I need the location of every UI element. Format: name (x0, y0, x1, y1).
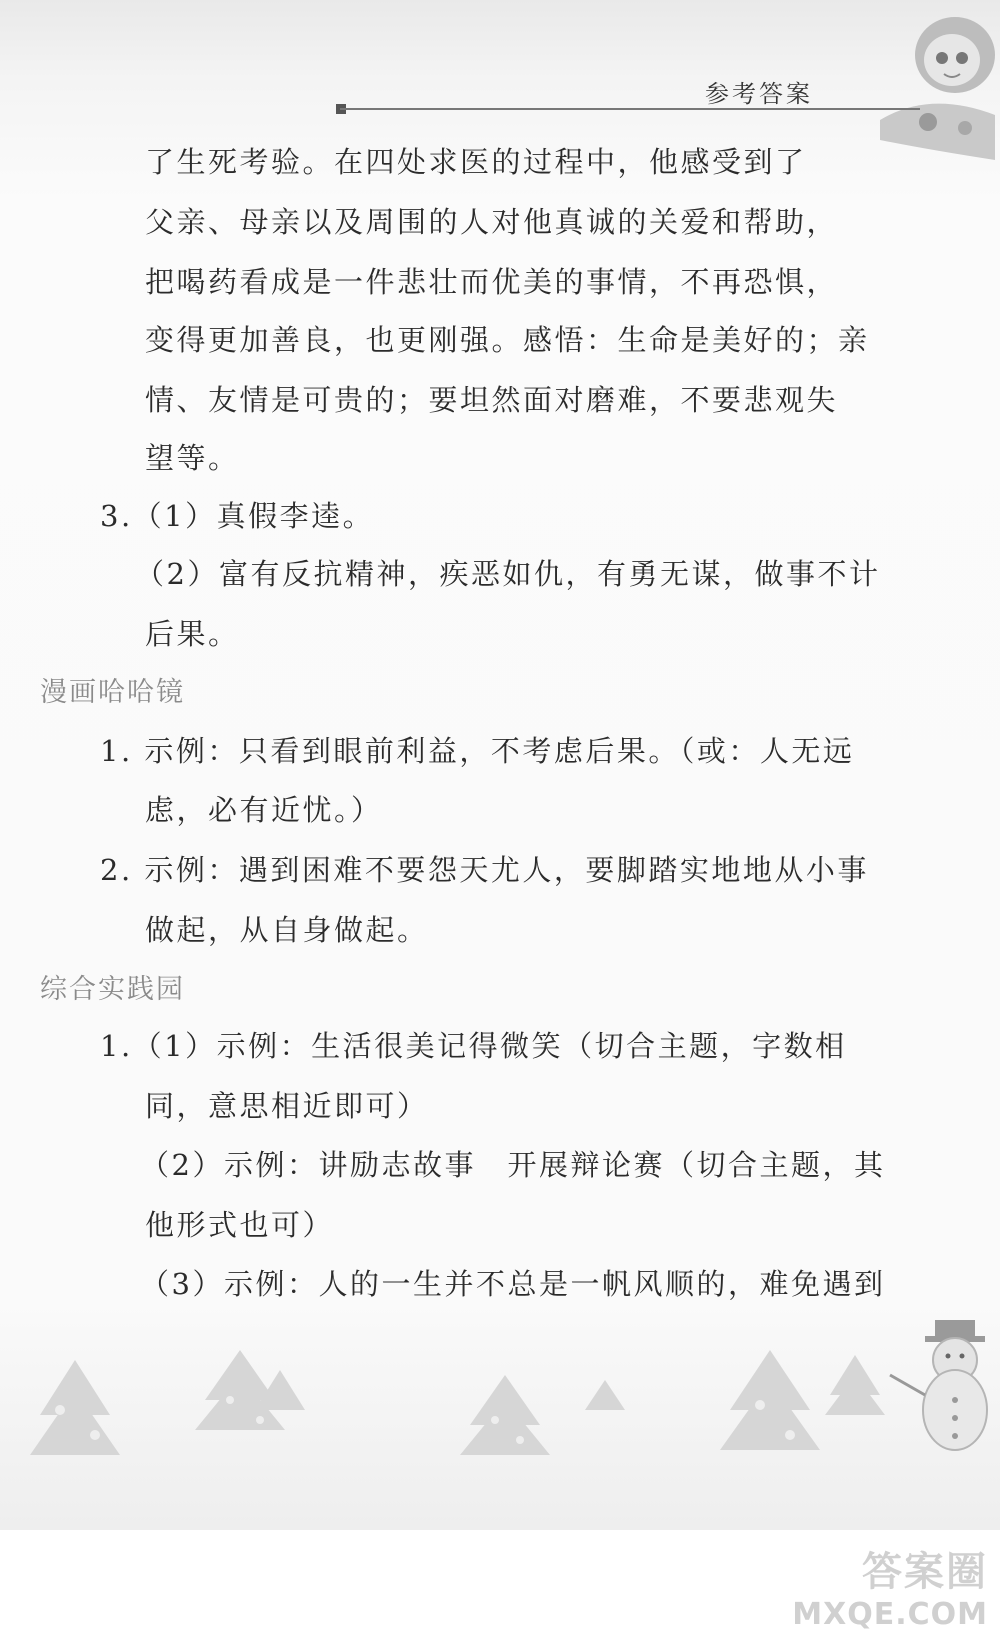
question-3-2-cont: 后果。 (145, 617, 240, 651)
page-header-title: 参考答案 (705, 80, 813, 108)
snowy-trees-illustration (0, 1340, 900, 1480)
zonghe-question-1-1-cont: 同，意思相近即可） (145, 1089, 429, 1123)
text-line: 情、友情是可贵的；要坦然面对磨难，不要悲观失 (145, 383, 839, 417)
section-heading-zonghe: 综合实践园 (40, 974, 185, 1005)
text-line: 父亲、母亲以及周围的人对他真诚的关爱和帮助， (145, 205, 839, 239)
question-3-1: 3.（1）真假李逵。 (100, 499, 375, 533)
text-line: 望等。 (145, 441, 240, 475)
manhua-question-2-cont: 做起，从自身做起。 (145, 913, 429, 947)
section-heading-manhua: 漫画哈哈镜 (40, 677, 185, 708)
zonghe-question-1-1: 1.（1）示例：生活很美记得微笑（切合主题，字数相 (100, 1029, 847, 1063)
watermark-logo: 答案圈 (862, 1549, 988, 1595)
header-rule (340, 108, 920, 110)
watermark (792, 1540, 988, 1632)
manhua-question-1: 1. 示例：只看到眼前利益，不考虑后果。（或：人无远 (100, 734, 855, 768)
text-line: 变得更加善良，也更刚强。感悟：生命是美好的；亲 (145, 323, 870, 357)
girl-illustration (860, 0, 1000, 170)
watermark-site: MXQE.COM (792, 1597, 988, 1632)
zonghe-question-1-2-cont: 他形式也可） (145, 1208, 335, 1242)
text-line: 了生死考验。在四处求医的过程中，他感受到了 (145, 145, 807, 179)
question-3-2: （2）富有反抗精神，疾恶如仇，有勇无谋，做事不计 (135, 557, 881, 591)
zonghe-question-1-2: （2）示例：讲励志故事 开展辩论赛（切合主题，其 (140, 1148, 886, 1182)
manhua-question-1-cont: 虑，必有近忧。） (145, 793, 383, 827)
text-line: 把喝药看成是一件悲壮而优美的事情，不再恐惧， (145, 265, 839, 299)
snowman-illustration (880, 1320, 1000, 1460)
manhua-question-2: 2. 示例：遇到困难不要怨天尤人，要脚踏实地地从小事 (100, 853, 869, 887)
zonghe-question-1-3: （3）示例：人的一生并不总是一帆风顺的，难免遇到 (140, 1267, 886, 1301)
